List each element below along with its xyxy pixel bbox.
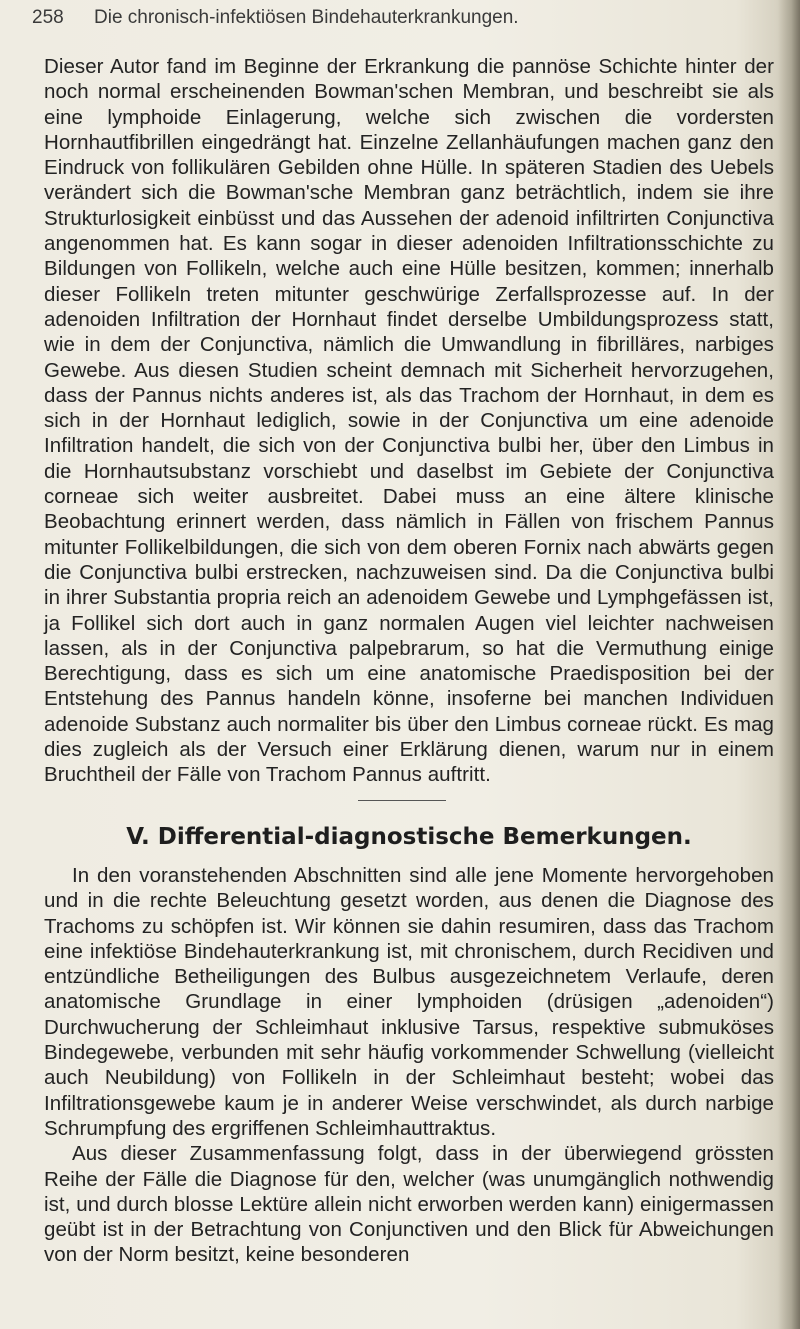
running-title: Die chronisch-infektiösen Bindehauterkrankungen. <box>94 7 519 28</box>
section-heading: V. Differential-diagnostische Bemerkungen. <box>126 824 692 850</box>
paragraph-pannus <box>44 54 774 788</box>
section-divider <box>358 800 446 801</box>
page-number: 258 <box>32 7 64 28</box>
paragraph-text: Dieser Autor fand im Beginne der Erkrankung die pannöse Schichte hinter der noch normal erscheinenden Bowman'schen Membran, und beschreibt sie als eine lymphoide Einlagerung, welche sich zwischen die vordersten Hornhautfibrillen eingedrängt hat. Einzelne Zellanhäufungen machen ganz den Eindruck von follikulären Gebilden ohne Hülle. In späteren Stadien des Uebels verändert sich die Bowman'sche Membran ganz beträchtlich, indem sie ihre Strukturlosigkeit einbüsst und das Aussehen der adenoid infiltrirten Conjunctiva angenommen hat. Es kann sogar in dieser adenoiden Infiltrationsschichte zu Bildungen von Follikeln, welche auch eine Hülle besitzen, kommen; innerhalb dieser Follikeln treten mitunter geschwürige Zerfallsprozesse auf. In der adenoiden Infiltration der Hornhaut findet derselbe Umbildungsprozess statt, wie in dem der Conjunctiva, nämlich die Umwandlung in fibrilläres, narbiges Gewebe. Aus diesen Studien scheint demnach mit Sicherheit hervorzugehen, dass der Pannus nichts anderes ist, als das Trachom der Hornhaut, in dem es sich in der Hornhaut lediglich, sowie in der Conjunctiva um eine adenoide Infiltration handelt, die sich von der Conjunctiva bulbi her, über den Limbus in die Hornhautsubstanz vorschiebt und daselbst im Gebiete der Conjunctiva corneae sich weiter ausbreitet. Dabei muss an eine ältere klinische Beobachtung erinnert werden, dass nämlich in Fällen von frischem Pannus mitunter Follikelbildungen, die sich von dem oberen Fornix nach abwärts gegen die Conjunctiva bulbi erstrecken, nachzuweisen sind. Da die Conjunctiva bulbi in ihrer Substantia propria reich an adenoidem Gewebe und Lymphgefässen ist, ja Follikel sich dort auch in ganz normalen Augen viel leichter nachweisen lassen, als in der Conjunctiva palpebrarum, so hat die Vermuthung einige Berechtigung, dass es sich um eine anatomische Praedisposition bei der Entstehung des Pannus handeln könne, insoferne bei manchen Individuen adenoide Substanz auch normaliter bis über den Limbus corneae rückt. Es mag dies zugleich als der Versuch einer Erklärung dienen, warum nur in einem Bruchtheil der Fälle von Trachom Pannus auftritt. <box>44 55 774 787</box>
section-paragraph-2: Aus dieser Zusammenfassung folgt, dass in der überwiegend grössten Reihe der Fälle die Diagnose für den, welcher (was unumgänglich nothwendig ist, und durch blosse Lektüre allein nicht erworben werden kann) einigermassen geübt ist in der Betrachtung von Conjunctiven und den Blick für Abweichungen von der Norm besitzt, keine besonderen <box>44 1142 774 1267</box>
page-edge-shadow <box>778 0 800 1329</box>
running-header <box>32 4 772 32</box>
section-body <box>44 863 774 1268</box>
section-paragraph-1: In den voranstehenden Abschnitten sind alle jene Momente hervorgehoben und in die rechte Beleuchtung gesetzt worden, aus denen die Diagnose des Trachoms zu schöpfen ist. Wir können sie dahin resumiren, dass das Trachom eine infektiöse Bindehauterkrankung ist, mit chronischem, durch Recidiven und entzündliche Betheiligungen des Bulbus ausgezeichnetem Verlaufe, deren anatomische Grundlage in einer lymphoiden (drüsigen „adenoiden“) Durchwucherung der Schleimhaut inklusive Tarsus, respektive submuköses Bindegewebe, verbunden mit sehr häufig vorkommender Schwellung (vielleicht auch Neubildung) von Follikeln in der Schleimhaut besteht; wobei das Infiltrationsgewebe kaum je in anderer Weise verschwindet, als durch narbige Schrumpfung des ergriffenen Schleimhauttraktus. <box>44 864 774 1140</box>
